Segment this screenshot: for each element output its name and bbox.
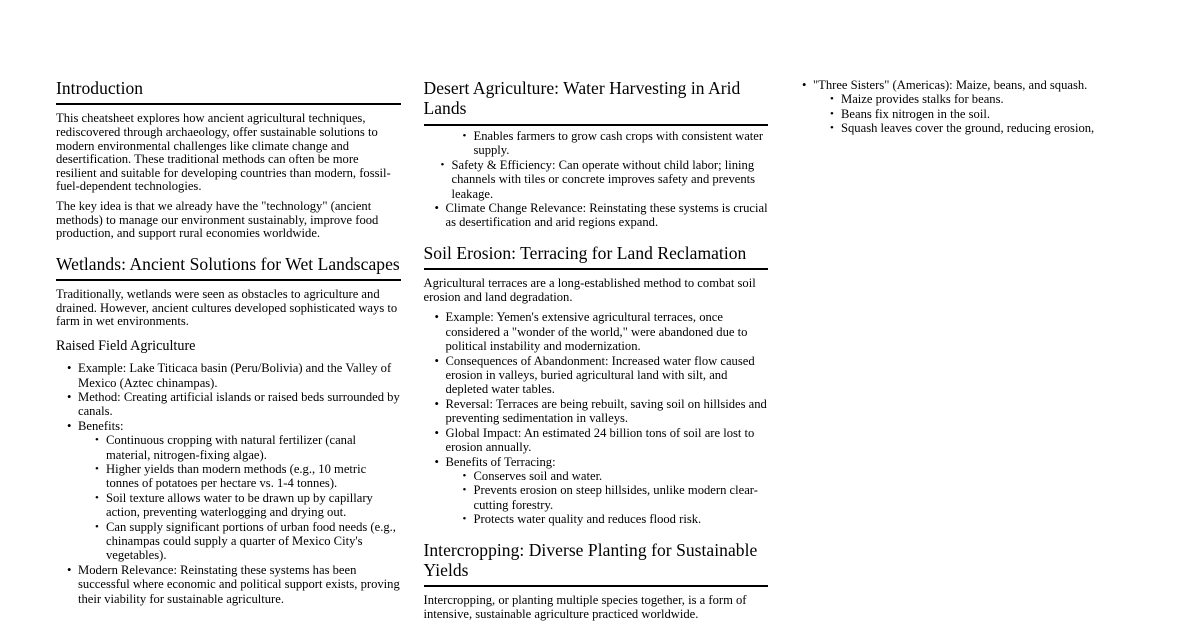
paragraph: The key idea is that we already have the "technology" (ancient methods) to manage our environment sustainably, improve food production, and support rural economies worldwide. — [56, 199, 379, 241]
nested-bullet-list — [813, 92, 1136, 135]
bullet-icon: • — [462, 129, 467, 142]
list-item-text: Benefits: — [78, 418, 124, 433]
list-item — [435, 310, 769, 353]
bullet-icon: • — [802, 78, 807, 92]
list-item-text: Prevents erosion on steep hillsides, unlike modern clear-cutting forestry. — [473, 483, 758, 512]
list-item-text: Global Impact: An estimated 24 billion tons of soil are lost to erosion annually. — [445, 425, 755, 455]
section-heading: Intercropping: Diverse Planting for Sustainable Yields — [424, 540, 769, 588]
list-item-text: Safety & Efficiency: Can operate without child labor; lining channels with tiles or concrete improves safety and prevents leakage. — [451, 157, 756, 201]
bullet-icon: • — [830, 93, 834, 106]
list-item — [67, 563, 401, 606]
list-item — [95, 462, 401, 491]
section-soil-erosion — [424, 243, 769, 527]
list-item-text: Example: Yemen's extensive agricultural terraces, once considered a "wonder of the world," were abandoned due to political instability and modernization. — [445, 310, 748, 354]
list-item-text: Method: Creating artificial islands or raised beds surrounded by canals. — [78, 389, 400, 419]
list-item-text: Consequences of Abandonment: Increased water flow caused erosion in valleys, buried agricultural land with silt, and depleted water tables. — [445, 353, 755, 397]
list-item-text: Example: Lake Titicaca basin (Peru/Bolivia) and the Valley of Mexico (Aztec chinampas). — [78, 361, 392, 390]
list-item-text: Conserves soil and water. — [473, 468, 603, 483]
list-item-text: Can supply significant portions of urban food needs (e.g., chinampas could supply a quarter of Mexico City's vegetables). — [106, 519, 396, 563]
list-item — [830, 107, 1136, 121]
bullet-icon: • — [434, 454, 439, 469]
list-item — [435, 201, 769, 230]
bullet-icon: • — [462, 513, 467, 526]
two-column-content — [56, 78, 1095, 626]
section-introduction — [56, 78, 401, 241]
bullet-icon: • — [462, 484, 467, 497]
list-item — [463, 483, 769, 512]
bullet-icon: • — [462, 469, 467, 482]
bullet-icon: • — [434, 200, 439, 215]
page-title: Introduction — [56, 78, 401, 105]
list-item-text: Soil texture allows water to be drawn up by capillary action, preventing waterlogging and drying out. — [106, 490, 373, 520]
paragraph: Agricultural terraces are a long-established method to combat soil erosion and land degradation. — [423, 276, 756, 304]
list-item — [95, 491, 401, 520]
section-heading: Soil Erosion: Terracing for Land Reclamation — [424, 243, 769, 270]
bullet-icon: • — [95, 491, 99, 504]
list-item — [830, 121, 1136, 135]
nested-bullet-list — [446, 469, 769, 527]
list-item-text: "Three Sisters" (Americas): Maize, beans, and squash. — [813, 78, 1088, 92]
list-item-text: Higher yields than modern methods (e.g., 10 metric tonnes of potatoes per hectare vs. 1-4 tonnes). — [106, 461, 367, 491]
list-item — [435, 426, 769, 455]
list-item — [67, 419, 401, 563]
list-item — [95, 433, 401, 462]
bullet-list — [791, 78, 1136, 136]
list-item — [435, 397, 769, 426]
bullet-icon: • — [95, 434, 99, 447]
bullet-icon: • — [67, 361, 72, 376]
list-item — [435, 455, 769, 527]
bullet-list — [424, 129, 769, 230]
list-item — [463, 512, 769, 526]
bullet-icon: • — [434, 353, 439, 368]
bullet-icon: • — [67, 389, 72, 404]
bullet-list — [424, 310, 769, 526]
list-item-text: Beans fix nitrogen in the soil. — [841, 106, 991, 121]
list-item — [67, 361, 401, 390]
list-item-text: Modern Relevance: Reinstating these systems has been successful where economic and political support exists, proving their viability for sustainable agriculture. — [78, 562, 400, 606]
section-heading: Desert Agriculture: Water Harvesting in Arid Lands — [424, 78, 769, 126]
subsection-heading: Raised Field Agriculture — [56, 338, 196, 355]
list-item-text: Reversal: Terraces are being rebuilt, saving soil on hillsides and preventing sedimentation in valleys. — [445, 396, 767, 426]
nested-bullet-list — [446, 129, 769, 158]
list-item-text: Maize provides stalks for beans. — [841, 92, 1004, 107]
bullet-icon: • — [67, 562, 72, 577]
section-wetlands — [56, 254, 401, 606]
bullet-icon: • — [434, 396, 439, 411]
bullet-icon: • — [830, 107, 834, 120]
list-item — [67, 390, 401, 419]
list-item — [95, 520, 401, 563]
list-item — [830, 92, 1136, 106]
list-item — [463, 129, 769, 158]
bullet-icon: • — [830, 122, 834, 135]
nested-bullet-list — [78, 433, 401, 563]
bullet-icon: • — [67, 418, 72, 433]
bullet-list — [56, 361, 401, 606]
list-item-text: Continuous cropping with natural fertilizer (canal material, nitrogen-fixing algae). — [106, 433, 357, 462]
list-item — [435, 158, 769, 201]
paragraph: This cheatsheet explores how ancient agricultural techniques, rediscovered through archaeology, offer sustainable solutions to modern environmental challenges like climate change and desertification. These traditional methods can often be more resilient and suitable for developing countries than modern, fossil-fuel-dependent technologies. — [56, 111, 391, 194]
list-item — [802, 78, 1136, 136]
list-item-text: Protects water quality and reduces flood risk. — [473, 512, 702, 527]
bullet-icon: • — [434, 425, 439, 440]
list-item — [435, 354, 769, 397]
paragraph: Traditionally, wetlands were seen as obstacles to agriculture and drained. However, ancient cultures developed sophisticated ways to farm in wet environments. — [56, 287, 398, 329]
bullet-icon: • — [95, 520, 99, 533]
list-item — [435, 129, 769, 158]
bullet-icon: • — [434, 310, 439, 325]
list-item-text: Squash leaves cover the ground, reducing erosion, — [841, 121, 1095, 136]
list-item-text: Climate Change Relevance: Reinstating these systems is crucial as desertification and arid regions expand. — [445, 200, 768, 230]
section-heading: Wetlands: Ancient Solutions for Wet Landscapes — [56, 254, 401, 281]
list-item-text: Benefits of Terracing: — [445, 454, 556, 469]
paragraph: Intercropping, or planting multiple species together, is a form of intensive, sustainable agriculture practiced worldwide. — [423, 593, 747, 622]
bullet-icon: • — [440, 158, 445, 171]
list-item-text: Enables farmers to grow cash crops with consistent water supply. — [473, 128, 764, 158]
section-desert-agriculture — [424, 78, 769, 230]
list-item — [463, 469, 769, 483]
bullet-icon: • — [95, 462, 99, 475]
